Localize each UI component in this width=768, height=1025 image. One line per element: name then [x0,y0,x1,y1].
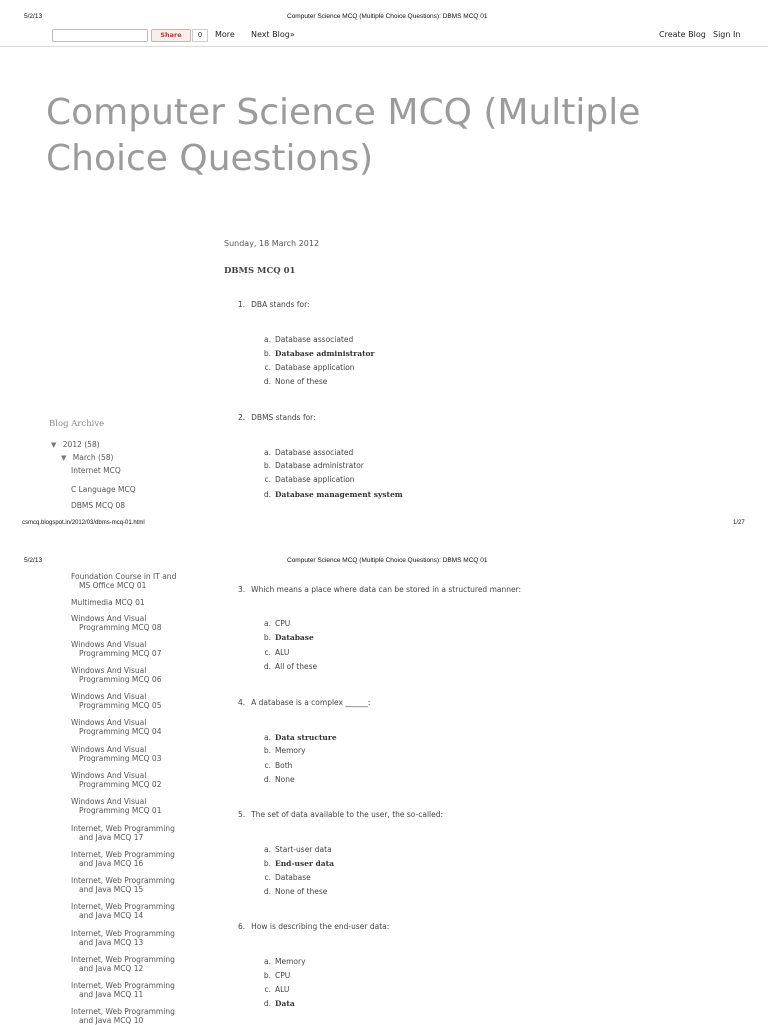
option-letter: d. [263,662,271,671]
answer-option-correct [259,633,314,642]
sign-in-link[interactable]: Sign In [713,30,741,39]
navbar-search-input[interactable] [52,29,148,42]
question-text [238,698,370,707]
question-number: 3. [238,585,246,594]
answer-option [259,619,290,628]
option-letter: c. [264,985,271,994]
question-text [238,585,521,594]
archive-post-link[interactable] [71,850,175,868]
archive-post-link-text: Windows And Visual [71,718,147,727]
option-letter: c. [264,363,271,372]
option-letter: d. [263,377,271,386]
archive-post-link[interactable] [71,797,161,815]
option-text: Database [275,873,311,882]
option-letter: a. [264,845,271,854]
archive-month-toggle[interactable] [61,453,113,463]
archive-post-link[interactable] [71,955,175,973]
option-letter: d. [263,999,271,1008]
archive-post-link[interactable] [71,1007,175,1025]
question-label: A database is a complex ______: [251,698,371,707]
option-letter: b. [263,746,271,755]
question-label: How is describing the end-user data: [251,922,390,931]
option-text: None [275,775,295,784]
option-text: Database associated [275,448,354,457]
archive-post-link-text: Internet, Web Programming [71,981,175,990]
option-letter: d. [263,490,271,499]
option-letter: c. [264,761,271,770]
question-text [238,922,389,931]
archive-post-link-text: Programming MCQ 01 [79,806,162,815]
archive-post-link-text: Programming MCQ 02 [79,780,162,789]
post-date: Sunday, 18 March 2012 [224,239,320,248]
answer-option [259,448,353,457]
archive-post-link[interactable] [71,981,175,999]
archive-post-link[interactable] [71,614,161,632]
option-letter: a. [264,733,271,742]
archive-month-label: March (58) [72,453,114,462]
archive-post-link-text: Windows And Visual [71,666,147,675]
archive-post-link-text: and Java MCQ 12 [79,964,144,973]
archive-post-link-text: Programming MCQ 07 [79,649,162,658]
print-date: 5/2/13 [24,557,43,564]
archive-post-link-text: Programming MCQ 03 [79,754,162,763]
archive-post-link-text: Windows And Visual [71,640,147,649]
archive-post-link-text: and Java MCQ 17 [79,833,144,842]
archive-post-link-text: Windows And Visual [71,614,147,623]
print-footer-url: csmcq.blogspot.in/2012/03/dbms-mcq-01.html [22,520,145,526]
archive-post-link-text: Internet, Web Programming [71,850,175,859]
answer-option [259,887,327,896]
archive-post-link-text: Windows And Visual [71,797,147,806]
answer-option [259,746,306,755]
option-letter: b. [263,859,271,868]
archive-post-link-text: Windows And Visual [71,692,147,701]
option-letter: b. [263,461,271,470]
option-text: Both [275,761,293,770]
option-text: Start-user data [275,845,332,854]
blog-title-line: Computer Science MCQ (Multiple [46,92,641,133]
print-footer-page: 1/27 [733,520,745,526]
archive-post-link-text: Programming MCQ 04 [79,727,162,736]
option-letter: b. [263,971,271,980]
option-text: ALU [275,985,290,994]
archive-post-link-text: Multimedia MCQ 01 [71,598,145,607]
answer-option [259,648,289,657]
archive-post-link-text: Programming MCQ 05 [79,701,162,710]
archive-post-link[interactable] [71,640,161,658]
archive-post-link-text: and Java MCQ 15 [79,885,144,894]
option-text: End-user data [275,859,334,868]
archive-post-link-text: Programming MCQ 06 [79,675,162,684]
archive-post-link[interactable] [71,771,161,789]
triangle-down-icon: ▼ [51,441,57,449]
option-text: Database application [275,363,355,372]
option-letter: d. [263,775,271,784]
answer-option-correct [259,349,375,358]
archive-post-link[interactable] [71,929,175,947]
blog-title-line: Choice Questions) [46,138,374,179]
share-count: 0 [192,29,208,42]
archive-post-link[interactable] [71,692,161,710]
option-letter: d. [263,887,271,896]
answer-option-correct [259,859,334,868]
archive-post-link-text: MS Office MCQ 01 [79,581,147,590]
blog-title[interactable] [46,90,686,182]
question-label: DBMS stands for: [251,413,316,422]
create-blog-link[interactable]: Create Blog [659,30,706,39]
option-text: CPU [275,971,291,980]
option-text: ALU [275,648,290,657]
option-letter: c. [264,648,271,657]
answer-option-correct [259,490,403,499]
archive-post-link[interactable] [71,824,175,842]
share-button[interactable]: Share [151,29,191,42]
archive-post-link-text: and Java MCQ 11 [79,990,144,999]
archive-post-link-text: and Java MCQ 16 [79,859,144,868]
archive-post-link-text: Internet, Web Programming [71,1007,175,1016]
option-text: Memory [275,746,306,755]
option-text: None of these [275,377,328,386]
option-text: Database associated [275,335,354,344]
option-letter: c. [264,475,271,484]
archive-year-toggle[interactable] [51,440,100,450]
print-date: 5/2/13 [24,13,43,20]
answer-option-correct [259,999,295,1008]
question-number: 5. [238,810,246,819]
answer-option [259,662,317,671]
option-text: None of these [275,887,328,896]
blogger-navbar [0,26,768,47]
option-letter: a. [264,957,271,966]
archive-post-link-text: Programming MCQ 08 [79,623,162,632]
archive-post-link[interactable] [71,666,161,684]
print-title: Computer Science MCQ (Multiple Choice Questions): DBMS MCQ 01 [287,557,488,564]
option-letter: a. [264,335,271,344]
question-text [238,413,316,422]
option-text: All of these [275,662,318,671]
archive-post-link[interactable]: C Language MCQ [71,485,136,494]
question-text [238,300,310,309]
option-letter: b. [263,349,271,358]
answer-option [259,957,306,966]
archive-post-link[interactable] [71,876,175,894]
answer-option [259,761,292,770]
option-text: CPU [275,619,291,628]
archive-post-link[interactable] [71,572,176,590]
more-link[interactable]: More [215,30,235,39]
option-letter: a. [264,448,271,457]
option-text: Database [275,633,314,642]
option-text: Database application [275,475,355,484]
archive-post-link[interactable] [71,718,161,736]
answer-option [259,985,289,994]
archive-post-link-text: Windows And Visual [71,771,147,780]
option-letter: b. [263,633,271,642]
answer-option [259,971,290,980]
archive-post-link-text: and Java MCQ 13 [79,938,144,947]
answer-option [259,363,355,372]
triangle-down-icon: ▼ [61,454,67,462]
question-label: DBA stands for: [251,300,310,309]
question-number: 1. [238,300,246,309]
archive-post-link-text: and Java MCQ 14 [79,911,144,920]
question-text [238,810,443,819]
post-title[interactable]: DBMS MCQ 01 [224,266,296,276]
archive-post-link[interactable] [71,745,161,763]
archive-post-link[interactable] [71,598,145,607]
archive-post-link-text: Foundation Course in IT and [71,572,177,581]
answer-option [259,775,295,784]
archive-post-link[interactable] [71,902,175,920]
archive-post-link-text: Internet, Web Programming [71,929,175,938]
option-letter: a. [264,619,271,628]
answer-option [259,845,332,854]
answer-option-correct [259,733,337,742]
option-text: Database administrator [275,461,364,470]
archive-post-link[interactable]: Internet MCQ [71,466,121,475]
blog-archive-header: Blog Archive [49,419,105,429]
archive-post-link-text: Internet, Web Programming [71,955,175,964]
archive-post-link-text: and Java MCQ 10 [79,1016,144,1025]
archive-post-link[interactable]: DBMS MCQ 08 [71,501,126,510]
question-number: 2. [238,413,246,422]
answer-option [259,461,364,470]
archive-post-link-text: Internet, Web Programming [71,824,175,833]
answer-option [259,335,353,344]
question-number: 6. [238,922,246,931]
print-title: Computer Science MCQ (Multiple Choice Questions): DBMS MCQ 01 [287,13,488,20]
option-text: Database management system [275,490,403,499]
answer-option [259,377,327,386]
answer-option [259,475,355,484]
option-letter: c. [264,873,271,882]
option-text: Database administrator [275,349,375,358]
option-text: Data [275,999,295,1008]
archive-post-link-text: Internet, Web Programming [71,876,175,885]
next-blog-link[interactable]: Next Blog» [251,30,295,39]
answer-option [259,873,311,882]
option-text: Memory [275,957,306,966]
question-label: The set of data available to the user, the so-called: [251,810,444,819]
archive-post-link-text: Internet, Web Programming [71,902,175,911]
option-text: Data structure [275,733,337,742]
archive-year-label: 2012 (58) [62,440,100,449]
question-number: 4. [238,698,246,707]
archive-post-link-text: Windows And Visual [71,745,147,754]
question-label: Which means a place where data can be stored in a structured manner: [251,585,522,594]
